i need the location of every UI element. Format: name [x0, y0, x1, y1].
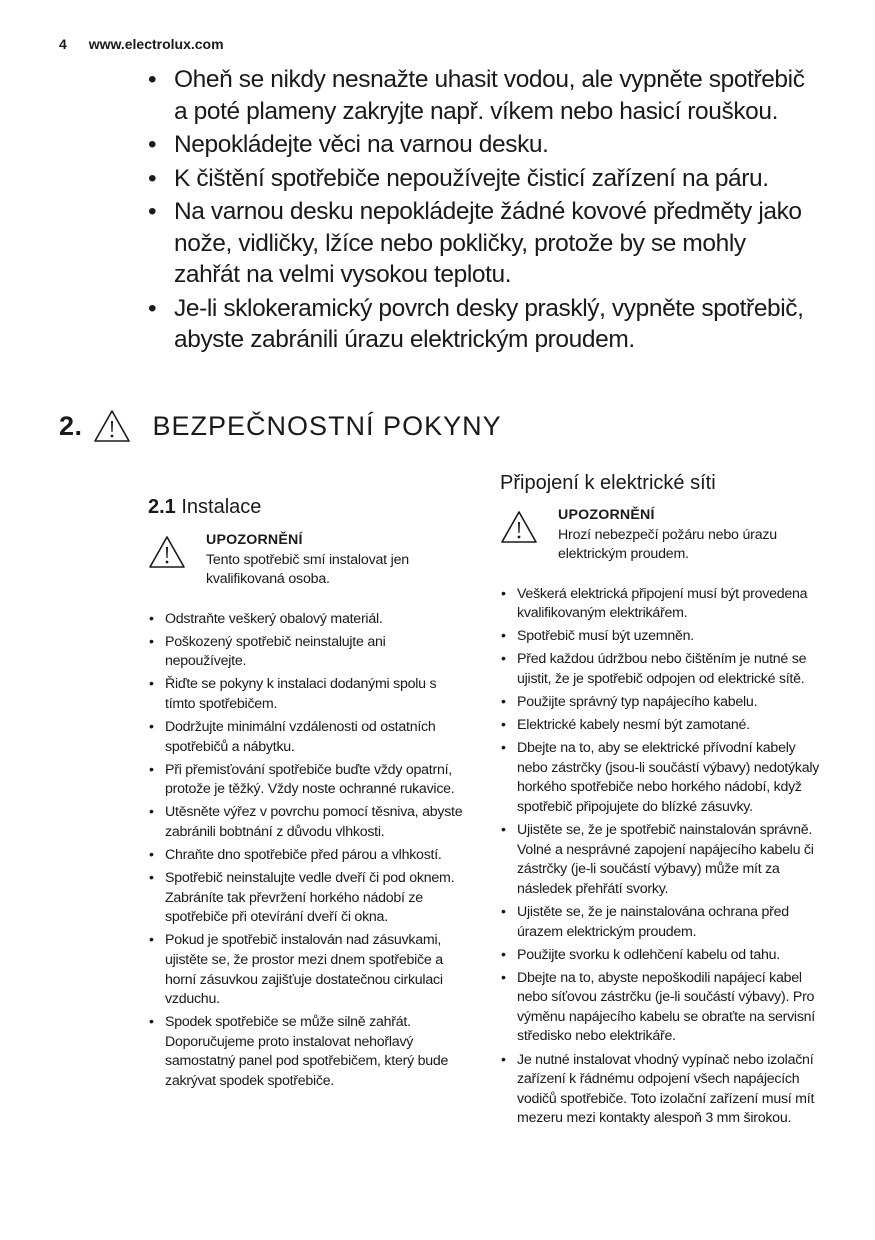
subsection-title: Instalace [181, 496, 262, 518]
section-title: BEZPEČNOSTNÍ POKYNY [152, 410, 502, 441]
list-item: • Při přemisťování spotřebiče buďte vždy opatrní, protože je těžký. Vždy noste ochranné rukavice. [148, 761, 470, 800]
electrical-list [500, 585, 825, 1129]
electrical-column [500, 472, 825, 1132]
list-item: • K čištění spotřebiče nepoužívejte čisticí zařízení na páru. [148, 163, 808, 195]
list-item: • Dbejte na to, abyste nepoškodili napájecí kabel nebo síťovou zástrčku (je-li součástí výbavy). Pro výměnu napájecího kabelu se obraťte na servisní středisko nebo elektrikáře. [500, 969, 825, 1047]
installation-warning [148, 531, 470, 590]
list-item: • Oheň se nikdy nesnažte uhasit vodou, ale vypněte spotřebič a poté plameny zakryjte např. víkem nebo hasicí rouškou. [148, 64, 808, 127]
section-number: 2. [59, 410, 83, 441]
list-item: • Je nutné instalovat vhodný vypínač nebo izolační zařízení k řádnému odpojení všech napájecích vodičů spotřebiče. Toto izolační zařízení musí mít mezeru mezi kontakty alespoň 3 mm širokou. [500, 1051, 825, 1129]
list-item: • Dbejte na to, aby se elektrické přívodní kabely nebo zástrčky (jsou-li součástí výbavy) nedotýkaly horkého spotřebiče nebo horkého nádobí, když spotřebič připojujete do blízké zásuvky. [500, 739, 825, 817]
list-item: • Nepokládejte věci na varnou desku. [148, 129, 808, 161]
list-item: • Je-li sklokeramický povrch desky prasklý, vypněte spotřebič, abyste zabránili úrazu elektrickým proudem. [148, 293, 808, 356]
electrical-heading: Připojení k elektrické síti [500, 472, 716, 494]
list-item: • Spotřebič neinstalujte vedle dveří či pod oknem. Zabráníte tak převržení horkého nádobí ze spotřebiče při otevírání dveří či okna. [148, 869, 470, 928]
list-item: • Řiďte se pokyny k instalaci dodanými spolu s tímto spotřebičem. [148, 675, 470, 714]
warning-title: UPOZORNĚNÍ [558, 507, 655, 523]
warning-title: UPOZORNĚNÍ [206, 532, 303, 548]
list-item: • Odstraňte veškerý obalový materiál. [148, 610, 470, 630]
list-item: • Chraňte dno spotřebiče před párou a vlhkostí. [148, 846, 470, 866]
warning-triangle-icon [148, 535, 186, 569]
warning-triangle-icon [93, 409, 131, 443]
list-item: • Spotřebič musí být uzemněn. [500, 627, 825, 647]
list-item: • Před každou údržbou nebo čištěním je nutné se ujistit, že je spotřebič odpojen od elektrické sítě. [500, 650, 825, 689]
list-item: • Pokud je spotřebič instalován nad zásuvkami, ujistěte se, že prostor mezi dnem spotřebiče a horní zásuvkou zajišťuje dostatečnou cirkulaci vzduchu. [148, 931, 470, 1009]
warning-triangle-icon [500, 510, 538, 544]
list-item: • Použijte svorku k odlehčení kabelu od tahu. [500, 946, 825, 966]
subsection-number: 2.1 [148, 496, 176, 518]
list-item: • Veškerá elektrická připojení musí být provedena kvalifikovaným elektrikářem. [500, 585, 825, 624]
intro-bullet-list [148, 64, 808, 358]
list-item: • Spodek spotřebiče se může silně zahřát. Doporučujeme proto instalovat nehořlavý samostatný panel pod spotřebičem, který bude zakrývat spodek spotřebiče. [148, 1013, 470, 1091]
list-item: • Dodržujte minimální vzdálenosti od ostatních spotřebičů a nábytku. [148, 718, 470, 757]
installation-heading [148, 496, 470, 519]
list-item: • Použijte správný typ napájecího kabelu. [500, 693, 825, 713]
page-header [59, 36, 224, 52]
page-number: 4 [59, 36, 67, 52]
list-item: • Utěsněte výřez v povrchu pomocí těsniva, abyste zabránili bobtnání z důvodu vlhkosti. [148, 803, 470, 842]
list-item: • Ujistěte se, že je spotřebič nainstalován správně. Volné a nesprávné zapojení napájecího kabelu či zástrčky (je-li součástí výbavy) může mít za následek přehřátí svorky. [500, 821, 825, 899]
website-link[interactable]: www.electrolux.com [88, 36, 224, 52]
warning-text: Tento spotřebič smí instalovat jen kvalifikovaná osoba. [206, 551, 409, 587]
list-item: • Ujistěte se, že je nainstalována ochrana před úrazem elektrickým proudem. [500, 903, 825, 942]
installation-column [148, 496, 470, 1095]
section-heading [59, 409, 502, 443]
warning-text: Hrozí nebezpečí požáru nebo úrazu elektrickým proudem. [558, 526, 777, 562]
list-item: • Na varnou desku nepokládejte žádné kovové předměty jako nože, vidličky, lžíce nebo pokličky, protože by se mohly zahřát na velmi vysokou teplotu. [148, 196, 808, 291]
electrical-warning [500, 506, 825, 565]
list-item: • Poškozený spotřebič neinstalujte ani nepoužívejte. [148, 633, 470, 672]
installation-list [148, 610, 470, 1092]
list-item: • Elektrické kabely nesmí být zamotané. [500, 716, 825, 736]
